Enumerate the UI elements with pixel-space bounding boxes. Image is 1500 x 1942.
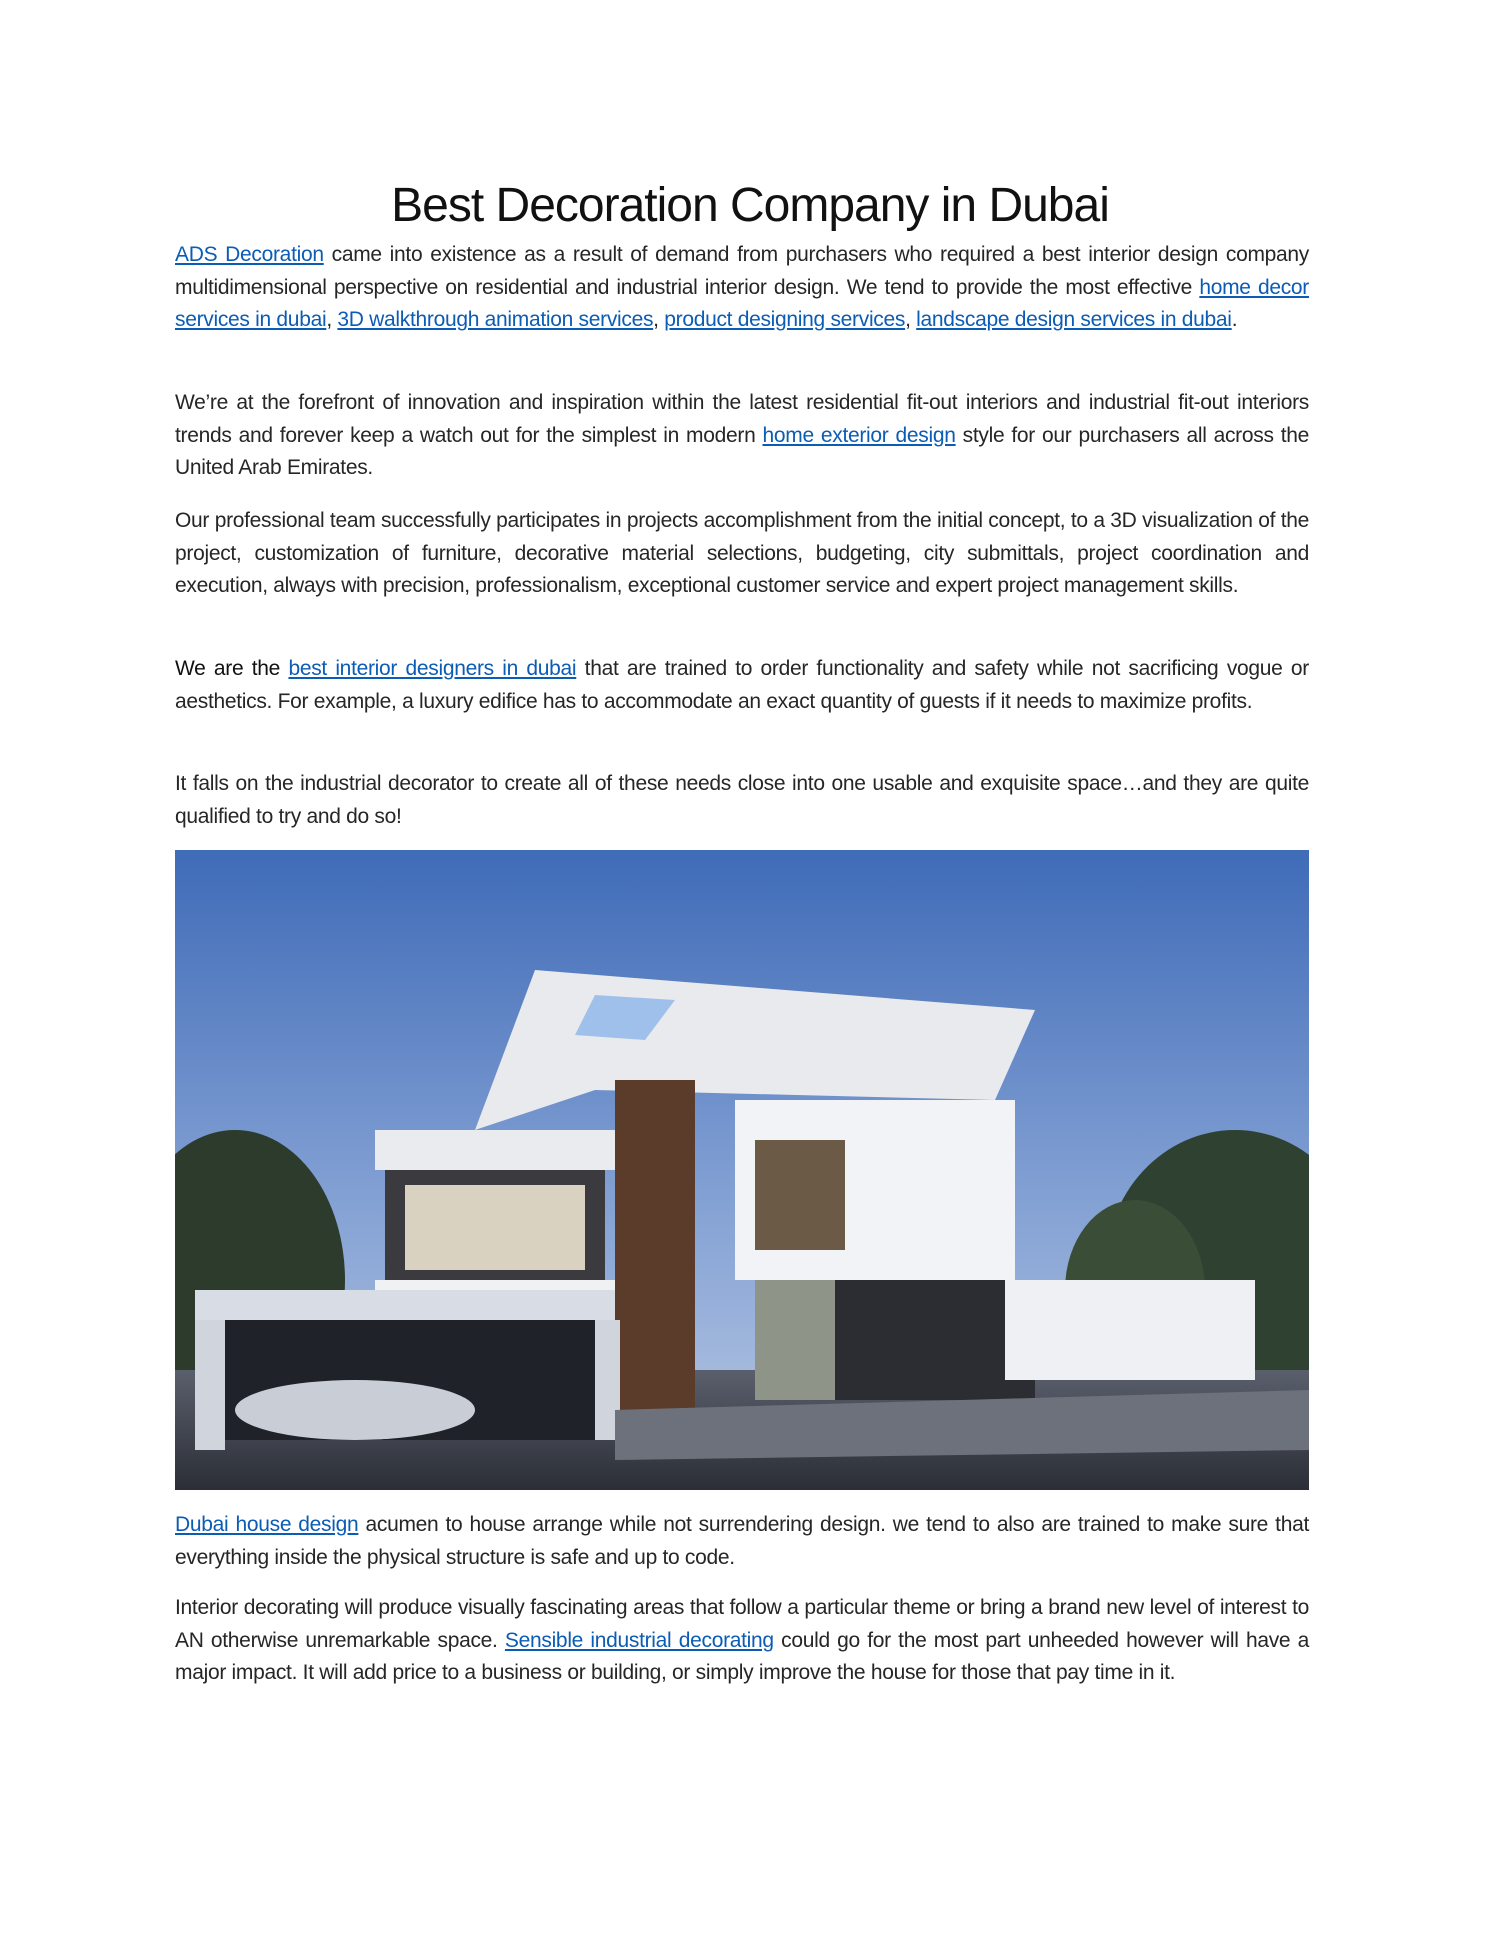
text: ,	[326, 308, 338, 331]
link-ads-decoration[interactable]: ADS Decoration	[175, 243, 324, 266]
paragraph-house-design	[175, 1509, 1309, 1574]
text: .	[1231, 308, 1238, 331]
paragraph-intro	[175, 239, 1309, 337]
text: We are the	[175, 657, 289, 680]
link-home-exterior-design[interactable]: home exterior design	[762, 423, 956, 447]
house-exterior-photo	[175, 850, 1309, 1490]
text: acumen to house arrange while not surrendering design. we tend to also are trained to make sure that everything inside the physical structure is safe and up to code.	[175, 1513, 1309, 1569]
link-home-decor[interactable]: home decor services in dubai	[175, 275, 1309, 331]
text: style for our purchasers all across the United Arab Emirates.	[175, 423, 1309, 479]
link-product-designing[interactable]: product designing services	[664, 308, 906, 331]
link-dubai-house-design[interactable]: Dubai house design	[175, 1513, 359, 1536]
link-sensible-industrial-decorating[interactable]: Sensible industrial decorating	[504, 1628, 774, 1652]
paragraph-decorator: It falls on the industrial decorator to create all of these needs close into one usable and exquisite space…and they are quite qualified to try and do so!	[175, 772, 1309, 828]
link-landscape-design[interactable]: landscape design services in dubai	[916, 308, 1232, 331]
text: We’re at the forefront of innovation and inspiration within the latest residential fit-out interiors and industrial fit-out interiors trends and forever keep a watch out for the simplest in modern	[175, 391, 1309, 447]
paragraph-interior-decorating	[175, 1592, 1309, 1690]
paragraph-innovation	[175, 387, 1309, 485]
link-3d-walkthrough[interactable]: 3D walkthrough animation services	[337, 308, 654, 331]
text: came into existence as a result of demand from purchasers who required a best interior design company multidimensional perspective on residential and industrial interior design. We tend to provide the most effective	[175, 243, 1309, 299]
text: could go for the most part unheeded however will have a major impact. It will add price to a business or building, or simply improve the house for those that pay time in it.	[175, 1628, 1309, 1684]
paragraph-designers	[175, 653, 1309, 718]
paragraph-team: Our professional team successfully participates in projects accomplishment from the initial concept, to a 3D visualization of the project, customization of furniture, decorative material selections, budgeting, city submittals, project coordination and execution, always with precision, professionalism, exceptional customer service and expert project management skills.	[175, 509, 1309, 597]
text: Interior decorating will produce visually fascinating areas that follow a particular theme or bring a brand new level of interest to AN otherwise unremarkable space.	[175, 1596, 1309, 1652]
text: ,	[905, 308, 917, 331]
page-title: Best Decoration Company in Dubai	[391, 179, 1109, 232]
text: that are trained to order functionality and safety while not sacrificing vogue or aesthetics. For example, a luxury edifice has to accommodate an exact quantity of guests if it needs to maximize profits.	[175, 657, 1310, 713]
text: ,	[653, 308, 665, 331]
link-best-interior-designers[interactable]: best interior designers in dubai	[288, 657, 577, 680]
